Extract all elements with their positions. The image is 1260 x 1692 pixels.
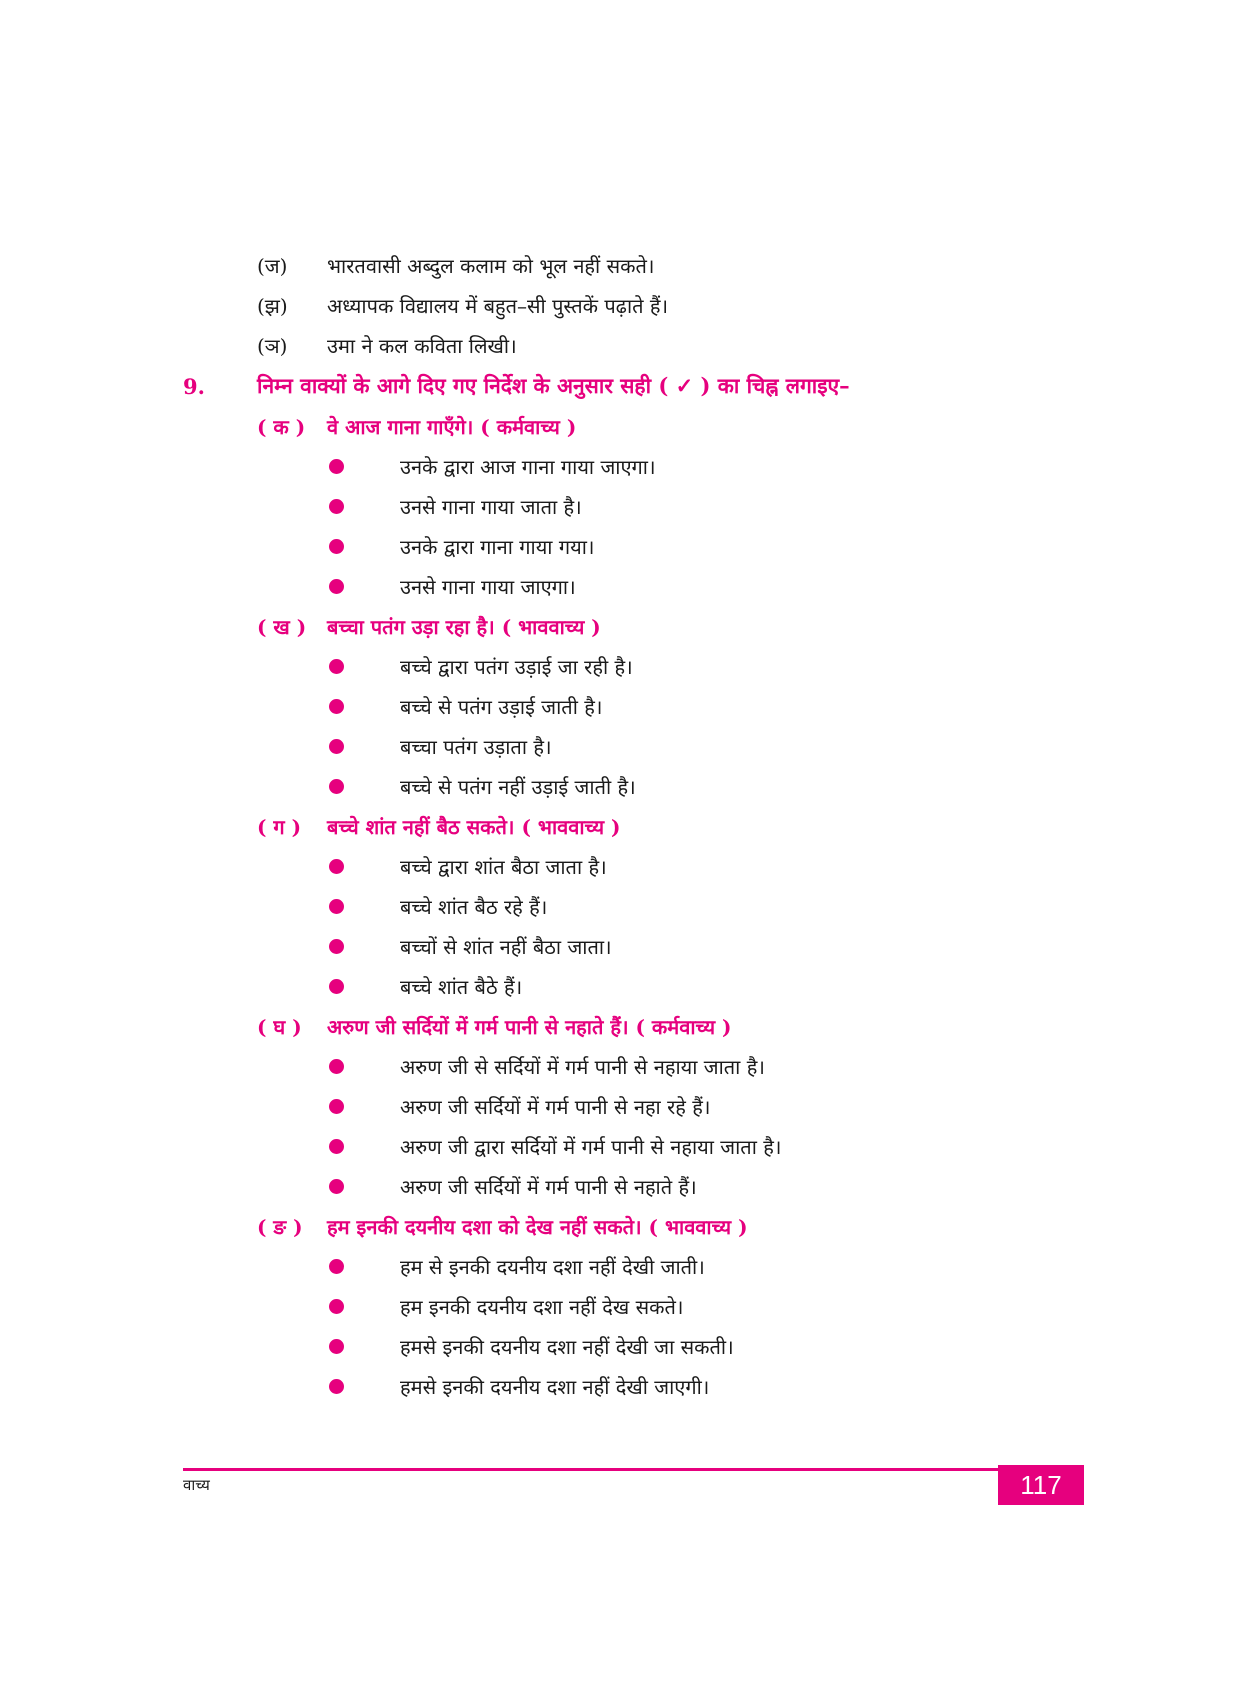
chapter-name: वाच्य: [183, 1476, 210, 1494]
bullet-icon: [329, 499, 344, 514]
bullet-icon: [329, 1139, 344, 1154]
option-text: हमसे इनकी दयनीय दशा नहीं देखी जा सकती।: [400, 1334, 734, 1359]
bullet-icon: [329, 979, 344, 994]
option-text: बच्चे से पतंग नहीं उड़ाई जाती है।: [400, 774, 636, 799]
option-text: अरुण जी द्वारा सर्दियों में गर्म पानी से नहाया जाता है।: [400, 1134, 782, 1159]
question-text: निम्न वाक्यों के आगे दिए गए निर्देश के अनुसार सही ( ✓ ) का चिह्न लगाइए–: [257, 373, 850, 398]
section-prompt-text: वे आज गाना गाएँगे। ( कर्मवाच्य ): [327, 414, 577, 439]
bullet-icon: [329, 1299, 344, 1314]
bullet-icon: [329, 1339, 344, 1354]
section-prompt-text: अरुण जी सर्दियों में गर्म पानी से नहाते हैं। ( कर्मवाच्य ): [327, 1014, 732, 1039]
option-text: अरुण जी सर्दियों में गर्म पानी से नहा रहे हैं।: [400, 1094, 711, 1119]
bullet-icon: [329, 939, 344, 954]
page-number: 117: [998, 1465, 1084, 1505]
option-text: अरुण जी से सर्दियों में गर्म पानी से नहाया जाता है।: [400, 1054, 765, 1079]
option-text: बच्चे द्वारा शांत बैठा जाता है।: [400, 854, 607, 879]
section-prompt-text: बच्चे शांत नहीं बैठ सकते। ( भाववाच्य ): [327, 814, 621, 839]
bullet-icon: [329, 1379, 344, 1394]
section-label: ( क ): [257, 414, 306, 439]
option-text: बच्चों से शांत नहीं बैठा जाता।: [400, 934, 612, 959]
option-text: बच्चे शांत बैठ रहे हैं।: [400, 894, 548, 919]
option-text: बच्चे से पतंग उड़ाई जाती है।: [400, 694, 603, 719]
option-text: उनसे गाना गाया जाता है।: [400, 494, 582, 519]
bullet-icon: [329, 779, 344, 794]
section-prompt-text: बच्चा पतंग उड़ा रहा है। ( भाववाच्य ): [327, 614, 601, 639]
footer-divider: [183, 1468, 1083, 1471]
bullet-icon: [329, 539, 344, 554]
option-text: हम इनकी दयनीय दशा नहीं देख सकते।: [400, 1294, 684, 1319]
bullet-icon: [329, 739, 344, 754]
option-text: बच्चे शांत बैठे हैं।: [400, 974, 523, 999]
bullet-icon: [329, 899, 344, 914]
option-text: उनके द्वारा गाना गाया गया।: [400, 534, 595, 559]
bullet-icon: [329, 579, 344, 594]
section-label: ( ग ): [257, 814, 302, 839]
option-text: उनके द्वारा आज गाना गाया जाएगा।: [400, 454, 656, 479]
section-label: ( ख ): [257, 614, 307, 639]
bullet-icon: [329, 1179, 344, 1194]
prev-item-label: (ञ): [257, 333, 288, 358]
bullet-icon: [329, 859, 344, 874]
bullet-icon: [329, 1099, 344, 1114]
option-text: हमसे इनकी दयनीय दशा नहीं देखी जाएगी।: [400, 1374, 710, 1399]
option-text: बच्चे द्वारा पतंग उड़ाई जा रही है।: [400, 654, 633, 679]
option-text: हम से इनकी दयनीय दशा नहीं देखी जाती।: [400, 1254, 705, 1279]
bullet-icon: [329, 699, 344, 714]
option-text: उनसे गाना गाया जाएगा।: [400, 574, 576, 599]
bullet-icon: [329, 1059, 344, 1074]
prev-item-label: (ज): [257, 253, 288, 278]
question-heading: [0, 368, 1260, 404]
prev-item-text: उमा ने कल कविता लिखी।: [327, 333, 517, 358]
question-number: 9.: [183, 373, 205, 399]
section-label: ( ङ ): [257, 1214, 303, 1239]
bullet-icon: [329, 659, 344, 674]
prev-item-text: अध्यापक विद्यालय में बहुत–सी पुस्तकें पढ़ाते हैं।: [327, 293, 669, 318]
option-text: अरुण जी सर्दियों में गर्म पानी से नहाते हैं।: [400, 1174, 697, 1199]
section-prompt-text: हम इनकी दयनीय दशा को देख नहीं सकते। ( भाववाच्य ): [327, 1214, 748, 1239]
prev-item-label: (झ): [257, 293, 288, 318]
option-text: बच्चा पतंग उड़ाता है।: [400, 734, 552, 759]
bullet-icon: [329, 1259, 344, 1274]
prev-item-text: भारतवासी अब्दुल कलाम को भूल नहीं सकते।: [327, 253, 655, 278]
bullet-icon: [329, 459, 344, 474]
section-label: ( घ ): [257, 1014, 302, 1039]
